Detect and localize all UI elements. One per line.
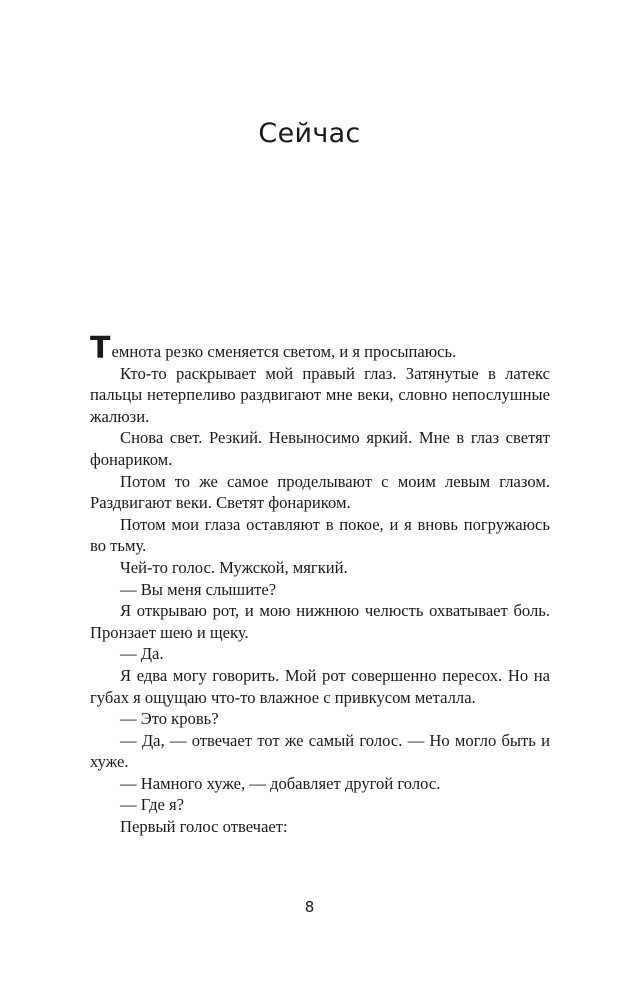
paragraph: — Да. [120, 644, 164, 664]
paragraph-text: емнота резко сменяется светом, и я просыпаюсь. [111, 342, 457, 361]
body-text [90, 331, 550, 838]
paragraph: — Где я? [120, 795, 185, 815]
paragraph: — Вы меня слышите? [120, 579, 277, 599]
paragraph: Потом мои глаза оставляют в покое, и я вновь погружаюсь во тьму. [90, 514, 550, 556]
paragraph: Снова свет. Резкий. Невыносимо яркий. Мне в глаз светят фонариком. [90, 428, 550, 469]
paragraph: Чей-то голос. Мужской, мягкий. [120, 557, 348, 577]
paragraph: — Да, — отвечает тот же самый голос. — Но могло быть и хуже. [90, 730, 550, 772]
chapter-title: Сейчас [258, 118, 361, 149]
paragraph: Потом то же самое проделывают с моим левым глазом. Раздвигают веки. Светят фонариком. [90, 471, 550, 513]
paragraph: — Это кровь? [120, 709, 219, 729]
paragraph [90, 331, 550, 366]
paragraph: Я едва могу говорить. Мой рот совершенно пересох. Но на губах я ощущаю что-то влажное с привкусом металла. [90, 665, 550, 707]
paragraph: Кто-то раскрывает мой правый глаз. Затянутые в латекс пальцы нетерпеливо раздвигают мне веки, словно непослушные жалюзи. [90, 363, 550, 426]
paragraph: Я открываю рот, и мою нижнюю челюсть охватывает боль. Пронзает шею и щеку. [90, 601, 550, 642]
paragraph: — Намного хуже, — добавляет другой голос. [120, 773, 441, 793]
paragraph: Первый голос отвечает: [120, 817, 288, 837]
page-number: 8 [304, 898, 315, 916]
drop-cap: Т [90, 331, 111, 366]
